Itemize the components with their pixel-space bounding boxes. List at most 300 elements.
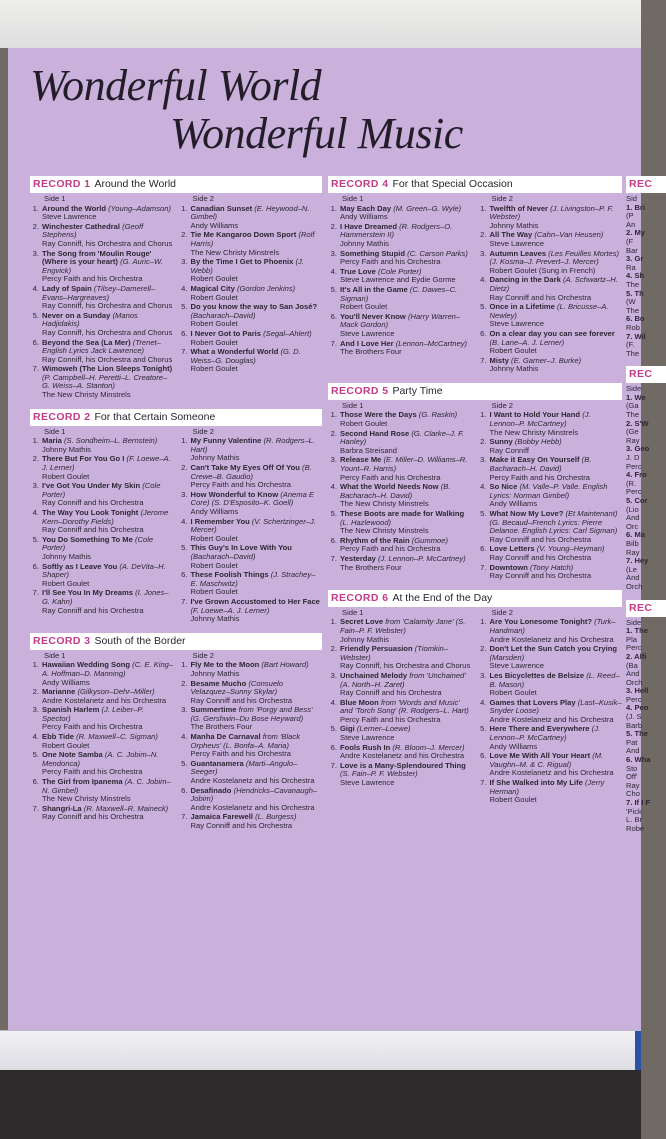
track-title: Besame Mucho (190, 678, 247, 688)
cutoff-text-fragment: (J. S (626, 712, 642, 722)
cutoff-text-fragment: Ray (626, 780, 640, 790)
track-title: Canadian Sunset (190, 203, 253, 213)
track-entry (328, 340, 473, 357)
track-artist: Steve Lawrence (340, 733, 395, 743)
track-title: Once in a Lifetime (489, 302, 555, 312)
track-number: 6. (330, 742, 337, 752)
track-entry (30, 482, 174, 508)
track-artist: Johnny Mathis (190, 668, 240, 678)
track-entry (328, 250, 473, 267)
track-artist: Ray Conniff and his Orchestra (340, 688, 442, 698)
cutoff-text-fragment: And (626, 513, 640, 523)
track-entry (179, 464, 323, 490)
track-artist: Ray Conniff, his Orchestra and Chorus (42, 354, 173, 364)
track-artist: Steve Lawrence (340, 778, 395, 788)
track-body (490, 250, 623, 276)
track-number: 2. (181, 230, 188, 240)
track-artist: The New Christy Minstrels (190, 247, 280, 257)
track-title: Manha De Carnaval (190, 732, 261, 742)
track-composers: (V. Schertzinger–J. Mercer) (190, 516, 316, 535)
cutoff-text-fragment: 5. Cor (626, 496, 648, 505)
record-number: RECORD 1 (33, 178, 91, 190)
record-header (30, 409, 322, 426)
track-title: Hawaiian Wedding Song (42, 660, 131, 670)
track-artist: Andy Williams (489, 741, 538, 751)
record-block (30, 176, 322, 401)
middle-column (328, 176, 622, 814)
track-composers: (B. Lane–A. J. Lerner) (489, 337, 565, 347)
track-entry (179, 787, 323, 813)
cutoff-text-fragment: Perc (626, 643, 642, 653)
track-body (340, 223, 473, 249)
cutoff-text-fragment: 1. The (626, 626, 648, 636)
track-body (340, 645, 473, 671)
track-body (490, 438, 623, 455)
track-artist: Ray Conniff, his Orchestra and Chorus (42, 301, 173, 311)
track-number: 4. (480, 482, 487, 492)
track-artist: Ray Conniff and his Orchestra (42, 498, 144, 508)
track-title: All The Way (489, 230, 533, 240)
cutoff-text-fragment: Orch (626, 677, 643, 687)
track-body (490, 752, 623, 778)
track-artist: Ray Conniff and his Orchestra (489, 534, 592, 544)
side-label: Side 2 (192, 426, 215, 436)
track-composers: from 'Porgy and Bess' (G. Gershwin–Du Bose Heyward) (190, 705, 313, 723)
record-header (30, 633, 322, 650)
record-name: For that Certain Someone (94, 410, 216, 423)
track-number: 7. (330, 338, 337, 348)
track-number: 7. (480, 778, 487, 788)
track-number: 5. (480, 724, 487, 734)
track-composers: (Manos Hadjidakis) (42, 310, 138, 329)
track-composers: (Harry Warren–Mack Gordon) (340, 311, 461, 330)
track-composers: (Gilkyson–Dehr–Miller) (77, 687, 155, 697)
cutoff-record-number: REC (629, 178, 653, 190)
cutoff-text-fragment: 2. S'W (626, 418, 649, 428)
track-composers: (C. Carson Parks) (407, 248, 468, 258)
track-title: You'll Never Know (340, 311, 406, 321)
paper-background-top (0, 0, 641, 48)
track-body (191, 813, 323, 830)
cutoff-text-fragment: Rob (626, 322, 640, 332)
track-title: Fly Me to the Moon (190, 660, 260, 670)
cutoff-text-fragment: An (626, 219, 636, 229)
track-entry (328, 672, 473, 698)
track-entry (179, 258, 323, 284)
track-artist: The New Christy Minstrels (489, 427, 579, 437)
side-label: Side 2 (192, 650, 215, 660)
track-number: 3. (32, 705, 39, 715)
track-composers: (Marti–Angulo–Seeger) (190, 758, 298, 777)
track-body (42, 751, 174, 777)
track-artist: Andre Kostelanetz and his Orchestra (340, 751, 465, 761)
track-body (340, 456, 473, 482)
track-number: 5. (330, 724, 337, 734)
track-body (191, 680, 323, 706)
track-body (490, 510, 623, 544)
track-artist: Percy Faith and his Orchestra (190, 749, 291, 759)
track-composers: (L. Bricusse–A. Newley) (489, 302, 609, 320)
track-body (191, 491, 323, 517)
track-artist: Johnny Mathis (340, 238, 389, 248)
record-side (30, 428, 174, 625)
track-title: Yesterday (340, 553, 376, 563)
track-number: 3. (181, 257, 188, 267)
cutoff-record-number: REC (629, 368, 653, 381)
track-body (191, 258, 323, 284)
track-entry (478, 618, 623, 644)
track-number: 3. (330, 455, 337, 465)
track-composers: (A. C. Jobim–N. Mendonca) (42, 750, 159, 768)
track-number: 6. (330, 535, 337, 545)
track-entry (179, 205, 323, 231)
cutoff-record-header (626, 600, 666, 617)
track-number: 3. (480, 670, 487, 680)
side-label: Side 1 (342, 194, 364, 203)
track-title: Maria (42, 436, 62, 446)
track-title: Wimoweh (The Lion Sleeps Tonight) (42, 364, 173, 374)
track-composers: (Consuelo Velazquez–Sunny Skylar) (190, 678, 283, 697)
track-artist: Ray Conniff, his Orchestra and Chorus (42, 238, 173, 248)
track-entry (478, 510, 623, 544)
track-entry (328, 483, 473, 509)
track-artist: Robert Goulet (190, 319, 238, 329)
track-artist: Robert Goulet (340, 419, 388, 429)
cutoff-text-fragment: (P (626, 211, 634, 221)
track-number: 6. (32, 777, 39, 787)
track-artist: Andy Williams (340, 212, 388, 222)
track-artist: Percy Faith and his Orchestra (42, 767, 143, 777)
track-number: 5. (480, 302, 487, 312)
track-entry (179, 733, 323, 759)
track-artist: Robert Goulet (Sung in French) (489, 265, 596, 275)
track-composers: (M. Valle–P. Valle. English Lyrics: Norman Gimbel) (489, 482, 608, 500)
track-composers: (Marsden) (489, 652, 525, 662)
cutoff-text-fragment: Ra (626, 262, 636, 272)
track-artist: Ray Conniff, his Orchestra and Chorus (340, 661, 471, 671)
track-entry (30, 250, 174, 284)
track-artist: The New Christy Minstrels (340, 526, 429, 536)
track-number: 6. (181, 570, 188, 580)
track-composers: (Tilsey–Damerell–Evans–Hargreaves) (42, 283, 156, 302)
track-body (191, 787, 323, 813)
track-number: 1. (181, 436, 188, 446)
track-entry (30, 536, 174, 562)
track-entry (179, 571, 323, 597)
track-number: 1. (32, 660, 39, 670)
track-body (490, 303, 623, 329)
track-artist: Robert Goulet (489, 346, 537, 356)
record-name: At the End of the Day (392, 591, 493, 604)
track-title: My Funny Valentine (190, 436, 262, 446)
track-composers: (F. Loewe–A. J. Lerner) (42, 454, 171, 473)
cutoff-record-block (626, 366, 666, 591)
track-body (340, 555, 473, 572)
track-title: By the Time I Get to Phoenix (190, 257, 294, 267)
track-artist: Ray Conniff (489, 445, 530, 455)
track-title: The Song from 'Moulin Rouge' (Where is your heart) (42, 248, 152, 267)
track-artist: Robert Goulet (489, 688, 537, 698)
record-number: RECORD 6 (331, 591, 389, 604)
track-title: Don't Let the Sun Catch you Crying (489, 644, 618, 654)
cutoff-text-fragment: And (626, 746, 640, 756)
track-body (191, 330, 323, 347)
track-artist: Robert Goulet (42, 578, 90, 588)
track-composers: (Hendricks–Cavanaugh–Jobim) (190, 785, 318, 804)
track-entry (30, 805, 174, 822)
track-entry (478, 411, 623, 437)
track-body (340, 510, 473, 536)
track-number: 5. (181, 543, 188, 553)
record-sides (30, 428, 322, 625)
track-body (42, 250, 174, 284)
track-artist: Percy Faith and his Orchestra (42, 722, 143, 732)
track-composers: (G. D. Weiss–G. Douglas) (190, 347, 301, 365)
record-name: Around the World (94, 178, 176, 190)
track-body (42, 312, 174, 338)
record-header (328, 383, 622, 400)
track-body (490, 672, 623, 698)
record-block (30, 633, 322, 832)
cutoff-text-fragment: Pat (626, 737, 638, 747)
track-number: 2. (330, 428, 337, 438)
track-title: What Now My Love? (489, 509, 564, 518)
record-side (328, 195, 473, 375)
track-body (42, 805, 174, 822)
track-artist: Johnny Mathis (489, 220, 539, 230)
track-number: 3. (181, 489, 188, 499)
track-artist: Robert Goulet (42, 740, 90, 750)
track-title: Summertime (190, 705, 237, 715)
track-artist: Andy Williams (42, 677, 90, 687)
track-artist: Andre Kostelanetz and his Orchestra (190, 776, 315, 786)
cutoff-side (626, 385, 666, 591)
record-sides (328, 609, 622, 806)
track-number: 6. (480, 544, 487, 554)
track-composers: (G. Raskin) (418, 410, 458, 420)
track-body (340, 250, 473, 267)
track-body (340, 205, 473, 222)
track-entry (328, 268, 473, 285)
track-artist: Percy Faith and his Orchestra (340, 472, 441, 482)
track-body (42, 563, 174, 589)
cutoff-record-header (626, 366, 666, 383)
track-body (340, 430, 473, 456)
track-composers: (F. Loewe–A. J. Lerner) (190, 605, 270, 615)
track-number: 1. (330, 410, 337, 420)
track-number: 4. (181, 732, 188, 742)
track-body (490, 779, 623, 805)
track-artist: Robert Goulet (42, 471, 90, 481)
track-composers: (J. Webb) (190, 257, 304, 275)
track-number: 2. (32, 454, 39, 464)
track-entry (328, 699, 473, 725)
cutoff-text-fragment: Ray (626, 547, 640, 557)
track-body (340, 340, 473, 357)
track-number: 4. (32, 283, 39, 293)
track-body (191, 518, 323, 544)
track-title: I Remember You (190, 516, 250, 526)
record-number: RECORD 2 (33, 410, 91, 423)
track-body (191, 205, 323, 231)
cutoff-text-fragment: Barb (626, 720, 643, 730)
track-body (42, 365, 174, 399)
track-number: 5. (181, 758, 188, 768)
track-entry (179, 544, 323, 570)
track-body (42, 778, 174, 804)
cutoff-text-fragment: (Ge (626, 427, 639, 437)
cutoff-text-fragment: Off' (626, 772, 638, 782)
record-side (179, 428, 323, 625)
track-composers: (R. Maxwell–R. Maineck) (83, 803, 169, 813)
track-title: Friendly Persuasion (340, 644, 413, 654)
track-body (191, 760, 323, 786)
track-artist: Ray Conniff and his Orchestra (42, 525, 144, 535)
cutoff-text-fragment: 6. Bo (626, 314, 645, 324)
album-title-line-1: Wonderful World (30, 61, 322, 110)
cutoff-text-fragment: (F (626, 236, 634, 246)
track-title: May Each Day (340, 203, 392, 213)
record-name: Party Time (392, 384, 443, 397)
track-body (42, 223, 174, 249)
track-composers: (J. Strachey–E. Maschwitz) (190, 570, 316, 588)
track-artist: Andre Kostelanetz and his Orchestra (489, 714, 614, 724)
track-body (340, 762, 473, 788)
track-title: The Way You Look Tonight (42, 508, 139, 517)
track-body (340, 744, 473, 761)
track-composers: (Et Maintenant) (G. Becaud–French Lyrics: Pierre Delanoe. English Lyrics: Carl Sigman) (489, 509, 618, 536)
side-label: Side 1 (44, 426, 66, 436)
track-artist: Ray Conniff, his Orchestra and Chorus (42, 327, 173, 337)
track-composers: (G. Clarke–J. F. Hanley) (340, 428, 464, 447)
track-composers: (Geoff Stephens) (42, 221, 144, 240)
cutoff-text-fragment: 3. Hell (626, 686, 649, 696)
track-number: 5. (32, 750, 39, 760)
cutoff-text-fragment: Perc (626, 487, 642, 497)
track-number: 1. (480, 203, 487, 213)
track-entry (478, 699, 623, 725)
track-entry (478, 303, 623, 329)
track-number: 4. (330, 482, 337, 492)
track-composers: (Turk–Handman) (489, 617, 616, 635)
cutoff-text-fragment: 6. Wha (626, 755, 651, 765)
cutoff-text-fragment: 1. Bri (626, 202, 645, 212)
track-title: Around the World (42, 203, 106, 213)
track-body (42, 437, 174, 454)
cutoff-text-fragment: (Ga (626, 401, 639, 411)
track-title: I Never Got to Paris (190, 328, 261, 338)
track-number: 4. (330, 266, 337, 276)
track-composers: (Gummoe) (411, 535, 449, 545)
track-artist: The New Christy Minstrels (42, 390, 131, 400)
record-name: For that Special Occasion (392, 178, 513, 190)
cutoff-text-fragment: (W (626, 297, 636, 307)
track-composers: (Bart Howard) (261, 660, 309, 670)
cutoff-text-fragment: 7. If I F (626, 798, 651, 807)
track-body (340, 618, 473, 644)
track-entry (179, 348, 323, 374)
cutoff-text-fragment: The (626, 410, 640, 420)
track-number: 3. (330, 670, 337, 680)
track-composers: (Tony Hatch) (530, 562, 574, 572)
track-artist: Ray Conniff and his Orchestra (489, 571, 592, 581)
side-label: Side 2 (491, 400, 514, 410)
track-number: 1. (330, 617, 337, 627)
track-number: 2. (480, 437, 487, 447)
track-artist: The Brothers Four (340, 347, 402, 357)
track-composers: (R. Rodgers–L. Hart) (190, 436, 316, 454)
track-number: 7. (330, 553, 337, 563)
record-side (328, 402, 473, 582)
track-entry (328, 223, 473, 249)
track-title: I Want to Hold Your Hand (489, 410, 581, 420)
record-header (30, 176, 322, 193)
track-title: Blue Moon (340, 697, 379, 707)
track-number: 7. (32, 588, 39, 598)
track-title: Games that Lovers Play (489, 697, 576, 707)
track-body (42, 455, 174, 481)
track-title: Make it Easy On Yourself (489, 455, 580, 465)
track-artist: Steve Lawrence (42, 212, 97, 222)
track-composers: (Cole Porter) (378, 266, 422, 276)
record-side (30, 652, 174, 832)
track-composers: (Young–Adamson) (108, 203, 172, 213)
track-composers: (L. Reed–B. Mason) (489, 670, 620, 689)
track-number: 6. (330, 311, 337, 321)
track-artist: Andre Kostelanetz and his Orchestra (42, 695, 167, 705)
track-number: 3. (480, 455, 487, 465)
cutoff-text-fragment: (Le (626, 564, 637, 574)
floor-shadow (0, 1070, 641, 1139)
track-title: Spanish Harlem (42, 705, 100, 715)
track-title: You Do Something To Me (42, 534, 133, 544)
cutoff-record-block (626, 600, 666, 834)
track-composers: (Anema E Core) (S. D'Esposito–K. Goell) (190, 489, 314, 508)
track-composers: (A. DeVita–H. Shaper) (42, 561, 166, 580)
track-number: 1. (181, 660, 188, 670)
track-body (42, 205, 174, 222)
cutoff-text-fragment: Ray (626, 435, 640, 445)
track-artist: Ray Conniff and his Orchestra (489, 292, 592, 302)
track-title: Winchester Cathedral (42, 221, 120, 231)
record-side (478, 609, 623, 806)
track-entry (30, 339, 174, 365)
cutoff-text-fragment: 4. Sh (626, 271, 645, 281)
track-entry (179, 661, 323, 678)
track-artist: Ray Conniff and his Orchestra (190, 821, 293, 830)
cutoff-record-block (626, 176, 666, 358)
track-entry (179, 813, 323, 830)
track-title: Release Me (340, 455, 382, 465)
track-title: Desafinado (190, 785, 232, 795)
track-artist: Johnny Mathis (42, 551, 91, 561)
track-composers: (R. Bloom–J. Mercer) (392, 742, 465, 752)
cutoff-text-fragment: Sto (626, 763, 638, 773)
track-number: 2. (330, 644, 337, 654)
track-number: 4. (480, 275, 487, 285)
track-body (191, 285, 323, 302)
cutoff-text-fragment: (Lio (626, 504, 639, 514)
track-title: Shangri-La (42, 803, 82, 813)
track-title: Downtown (489, 562, 528, 572)
track-composers: (S. Sondheim–L. Bernstein) (63, 436, 158, 446)
track-composers: (M. Green–G. Wyle) (393, 203, 462, 213)
track-title: Magical City (190, 283, 235, 293)
track-number: 4. (480, 697, 487, 707)
track-entry (30, 312, 174, 338)
track-title: Lady of Spain (42, 283, 92, 293)
track-artist: The New Christy Minstrels (42, 794, 131, 804)
